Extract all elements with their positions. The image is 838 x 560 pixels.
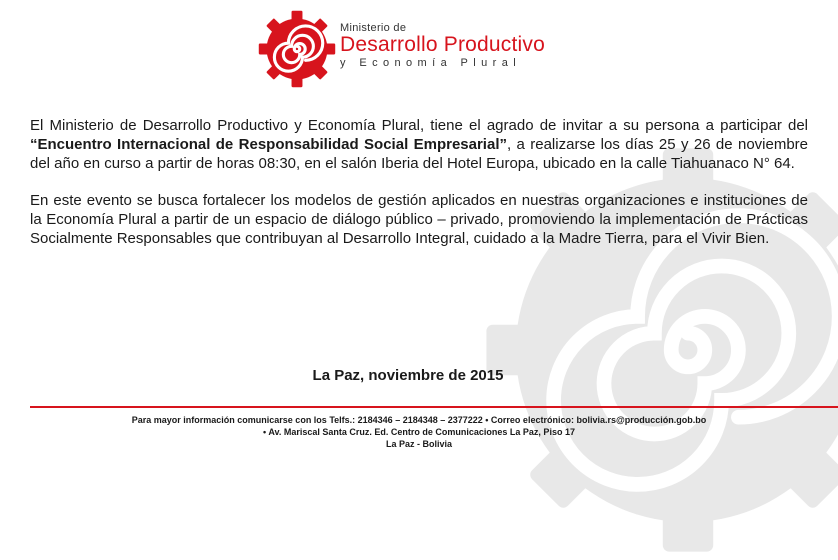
footer-contact xyxy=(0,414,838,450)
invitation-body xyxy=(30,116,808,266)
footer-address: • Av. Mariscal Santa Cruz. Ed. Centro de Comunicaciones La Paz, Piso 17 xyxy=(263,427,575,437)
ministry-logo xyxy=(258,8,568,88)
date-line: La Paz, noviembre de 2015 xyxy=(312,367,504,384)
paragraph-invitation-details: , a realizarse los días 25 y 26 de noviembre del año en curso a partir de horas 08:30, en el salón Iberia del Hotel Europa, ubicado en la calle Tiahuanaco N° 64. xyxy=(30,136,809,172)
event-name: “Encuentro Internacional de Responsabilidad Social Empresarial” xyxy=(30,136,507,153)
paragraph-invitation xyxy=(30,116,808,173)
logo-wordmark xyxy=(340,22,545,69)
paragraph-event-purpose: En este evento se busca fortalecer los modelos de gestión aplicados en nuestras organizaciones e instituciones de la Economía Plural a partir de un espacio de diálogo público – privado, promoviendo la implementación de Prácticas Socialmente Responsables que contribuyan al Desarrollo Integral, cuidado a la Madre Tierra, para el Vivir Bien. xyxy=(30,192,808,247)
footer-phones-email: Para mayor información comunicarse con los Telfs.: 2184346 – 2184348 – 2377222 • Correo electrónico: bolivia.rs@producción.gob.bo xyxy=(131,415,707,425)
paragraph-invitation-intro: El Ministerio de Desarrollo Productivo y Economía Plural, tiene el agrado de invitar a su persona a participar del xyxy=(30,117,808,134)
footer-city: La Paz - Bolivia xyxy=(385,439,453,449)
logo-line-ministerio: Ministerio de xyxy=(340,22,407,34)
logo-line-desarrollo: Desarrollo Productivo xyxy=(340,33,545,56)
gear-spiral-logo-icon xyxy=(258,10,336,88)
footer-divider xyxy=(30,406,838,408)
logo-line-economia: y Economía Plural xyxy=(340,57,522,69)
